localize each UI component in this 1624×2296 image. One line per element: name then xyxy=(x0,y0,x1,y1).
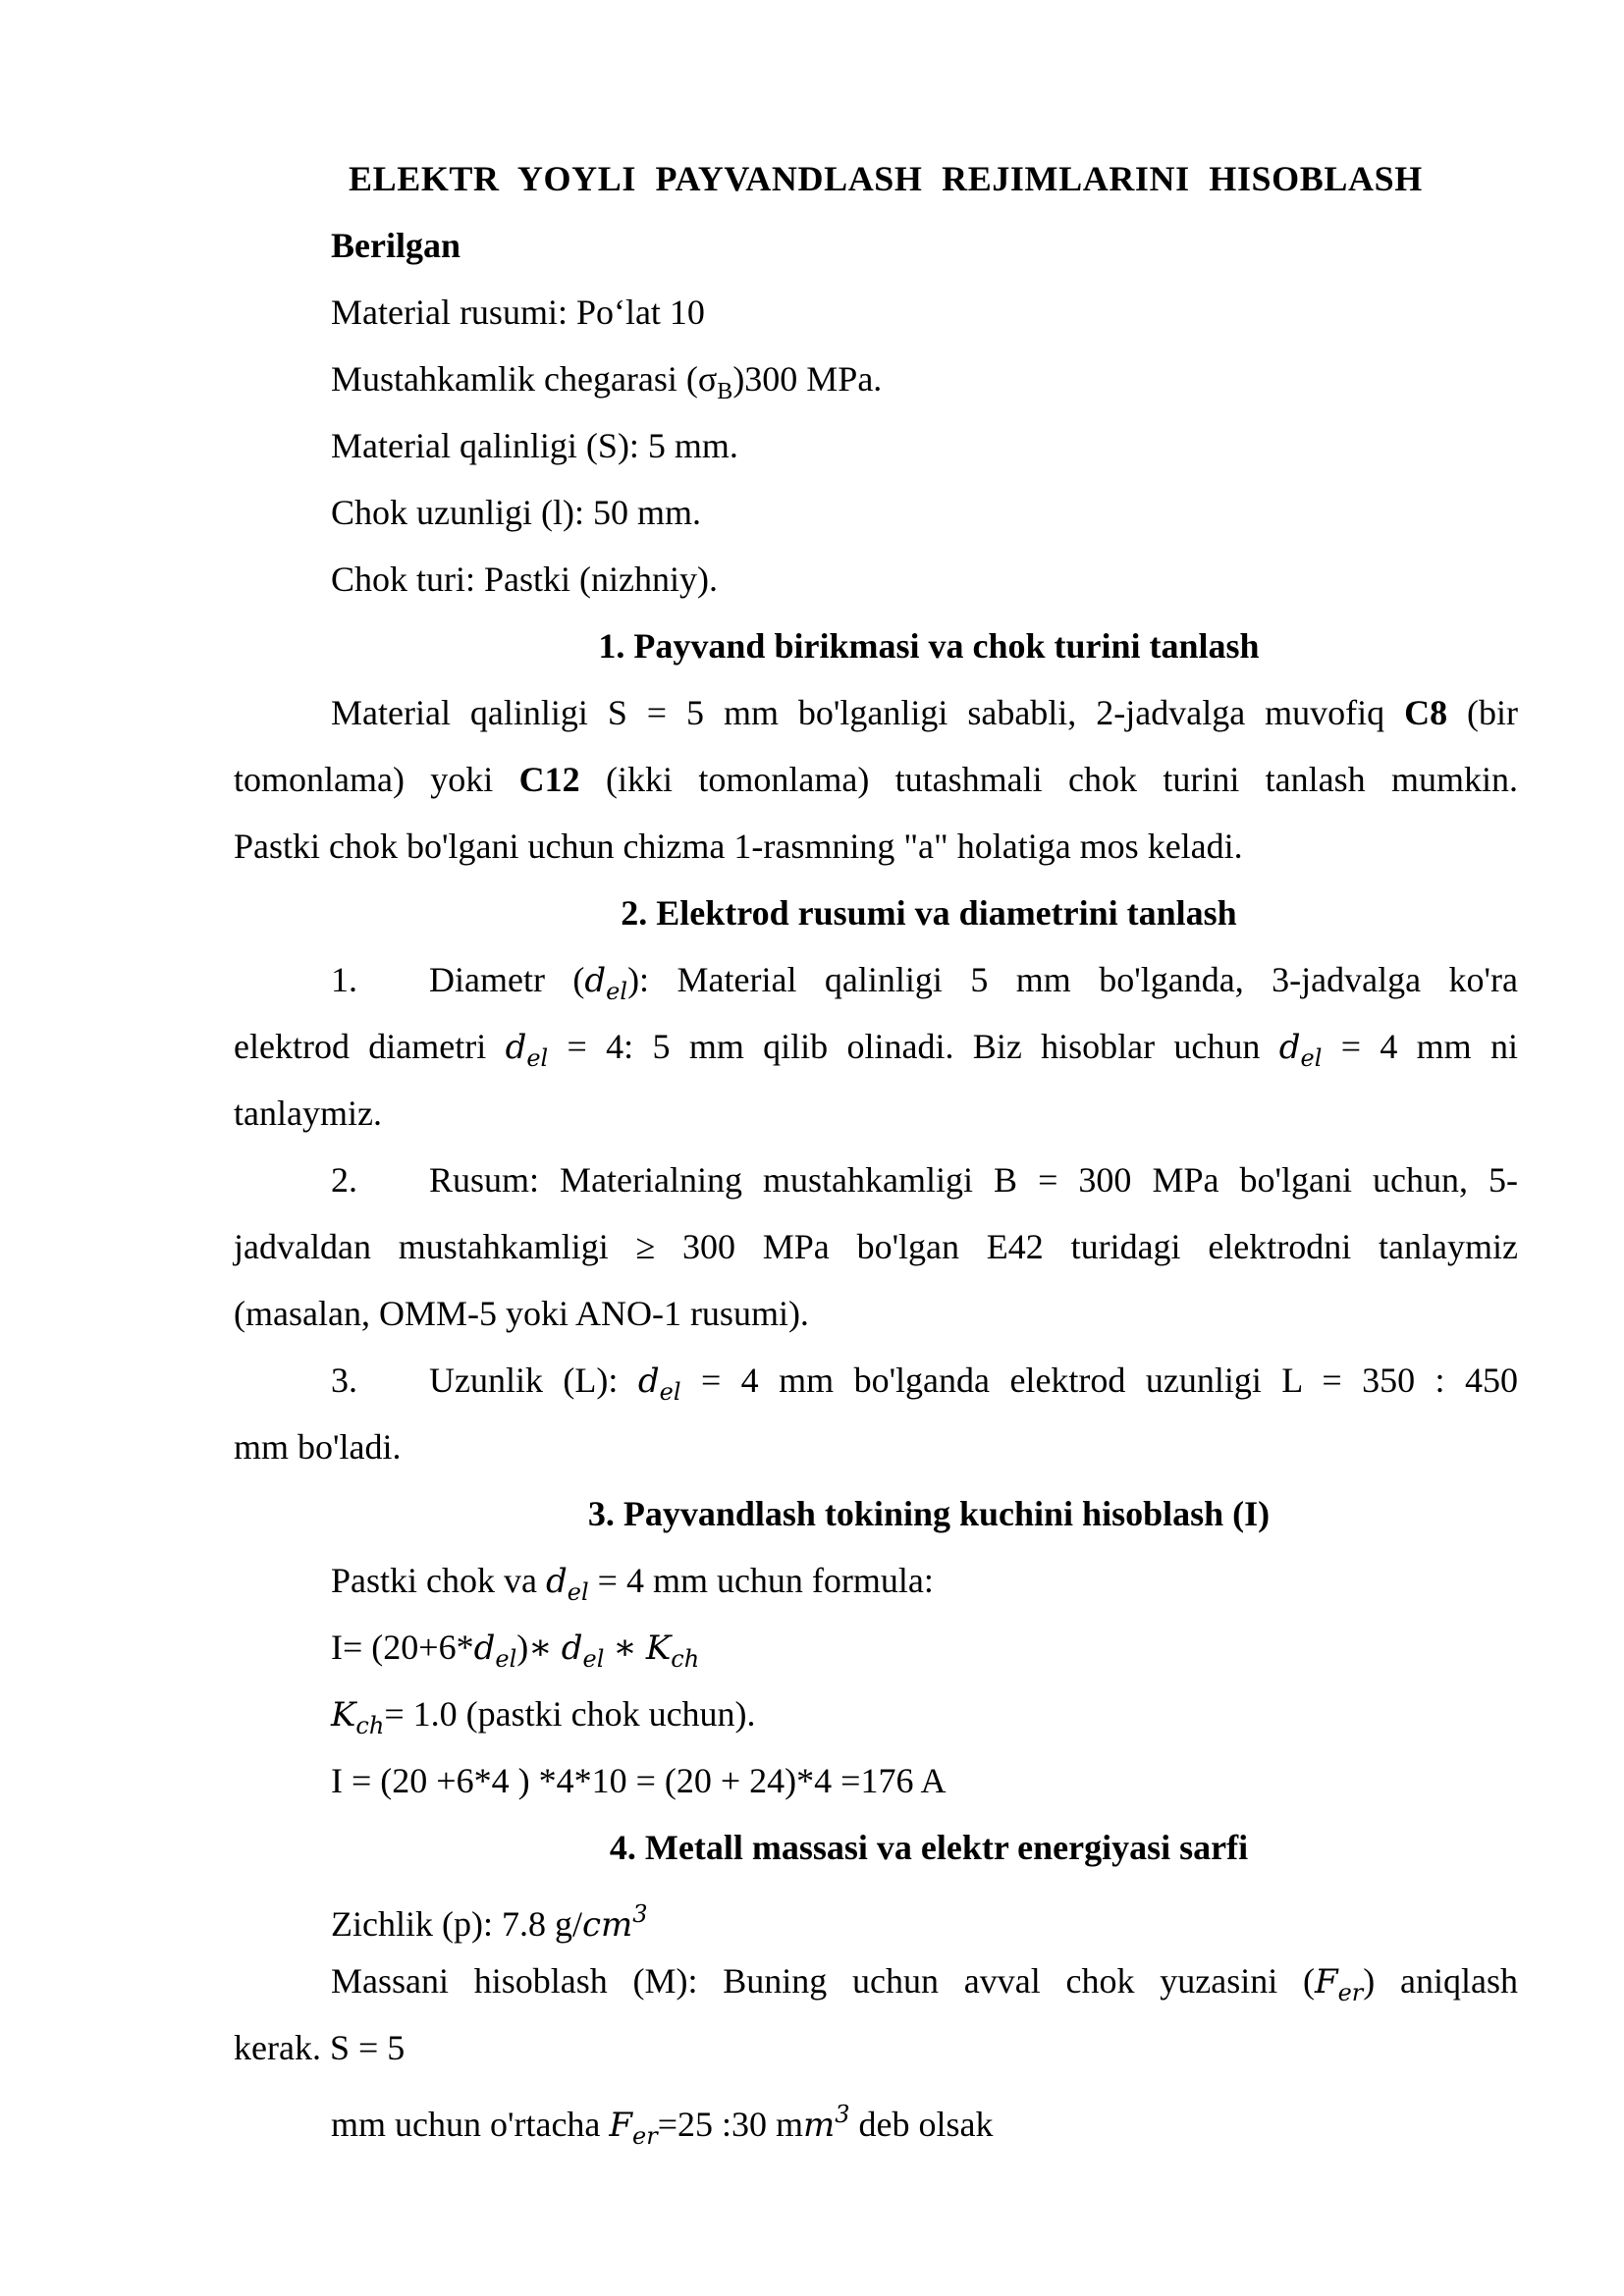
given-type: Chok turi: Pastki (nizhniy). xyxy=(331,560,718,599)
section-4-heading: 4. Metall massasi va elektr energiyasi sarfi xyxy=(609,1828,1249,1867)
current-formula: $I= (20+6*d_{el})∗$ $d_{el}$ ∗ $K_{ch}$ xyxy=(331,1628,700,1673)
section-2-heading: 2. Elektrod rusumi va diametrini tanlash xyxy=(621,893,1237,933)
section-1-line-1: Material qalinligi S = 5 mm bo'lganligi sababli, 2-jadvalga muvofiq C8 (bir xyxy=(331,693,1519,732)
section-2-item-2-line-1: 2. Rusum: Materialning mustahkamligi B = 300 MPa bo'lgani uchun, 5- xyxy=(331,1160,1518,1200)
section-2-item-1-line-3: tanlaymiz. xyxy=(234,1094,382,1133)
section-3-line-1: Pastki chok va $d_{el} = 4$ mm uchun formula: xyxy=(331,1561,934,1606)
coefficient-line: $K_{ch}= 1.0$ (pastki chok uchun). xyxy=(331,1694,756,1739)
given-material: Material rusumi: Po‘lat 10 xyxy=(331,293,705,332)
mass-line-3: mm uchun o'rtacha $F_{er}=25$ :30 $mm^3$ deb olsak xyxy=(331,2101,994,2150)
document-title: ELEKTR YOYLI PAYVANDLASH REJIMLARINI HISOBLASH xyxy=(349,159,1423,198)
section-1-line-2: tomonlama) yoki C12 (ikki tomonlama) tutashmali chok turini tanlash mumkin. xyxy=(234,760,1518,799)
given-strength: Mustahkamlik chegarasi $(\sigma_B)300$ MPa. xyxy=(331,359,883,404)
section-3-heading: 3. Payvandlash tokining kuchini hisoblash (I) xyxy=(587,1494,1271,1533)
section-2-item-1-line-2: elektrod diametri $d_{el} = 4$: 5 mm qilib olinadi. Biz hisoblar uchun $d_{el} = 4$ mm ni xyxy=(234,1027,1519,1072)
current-calculation: I = (20 +6*4 ) *4*10 = (20 + 24)*4 =176 A xyxy=(331,1761,947,1800)
density-line: Zichlik (p): 7.8 $g/cm^3$ xyxy=(331,1900,648,1945)
mass-line-2: kerak. S = 5 xyxy=(234,2028,406,2067)
given-length: Chok uzunligi (l): 50 mm. xyxy=(331,493,701,532)
section-2-item-1-line-1: 1. Diametr $(d_{el})$: Material qalinligi 5 mm bo'lganda, 3-jadvalga ko'ra xyxy=(331,960,1519,1005)
given-thickness: Material qalinligi (S): 5 mm. xyxy=(331,426,738,465)
mass-line-1: Massani hisoblash (M): Buning uchun avval chok yuzasini $(F_{er})$ aniqlash xyxy=(331,1961,1518,2006)
section-1-heading: 1. Payvand birikmasi va chok turini tanlash xyxy=(598,626,1260,666)
section-1-line-3: Pastki chok bo'lgani uchun chizma 1-rasmning "a" holatiga mos keladi. xyxy=(234,827,1243,866)
section-2-item-3-line-1: 3. Uzunlik (L): $d_{el} = 4$ mm bo'lganda elektrod uzunligi L = 350 : 450 xyxy=(331,1361,1518,1406)
section-2-item-2-line-3: (masalan, OMM-5 yoki ANO-1 rusumi). xyxy=(234,1294,809,1333)
section-2-item-3-line-2: mm bo'ladi. xyxy=(234,1427,402,1467)
section-2-item-2-line-2: jadvaldan mustahkamligi ≥ 300 MPa bo'lgan E42 turidagi elektrodni tanlaymiz xyxy=(234,1227,1518,1266)
given-heading: Berilgan xyxy=(331,226,460,265)
